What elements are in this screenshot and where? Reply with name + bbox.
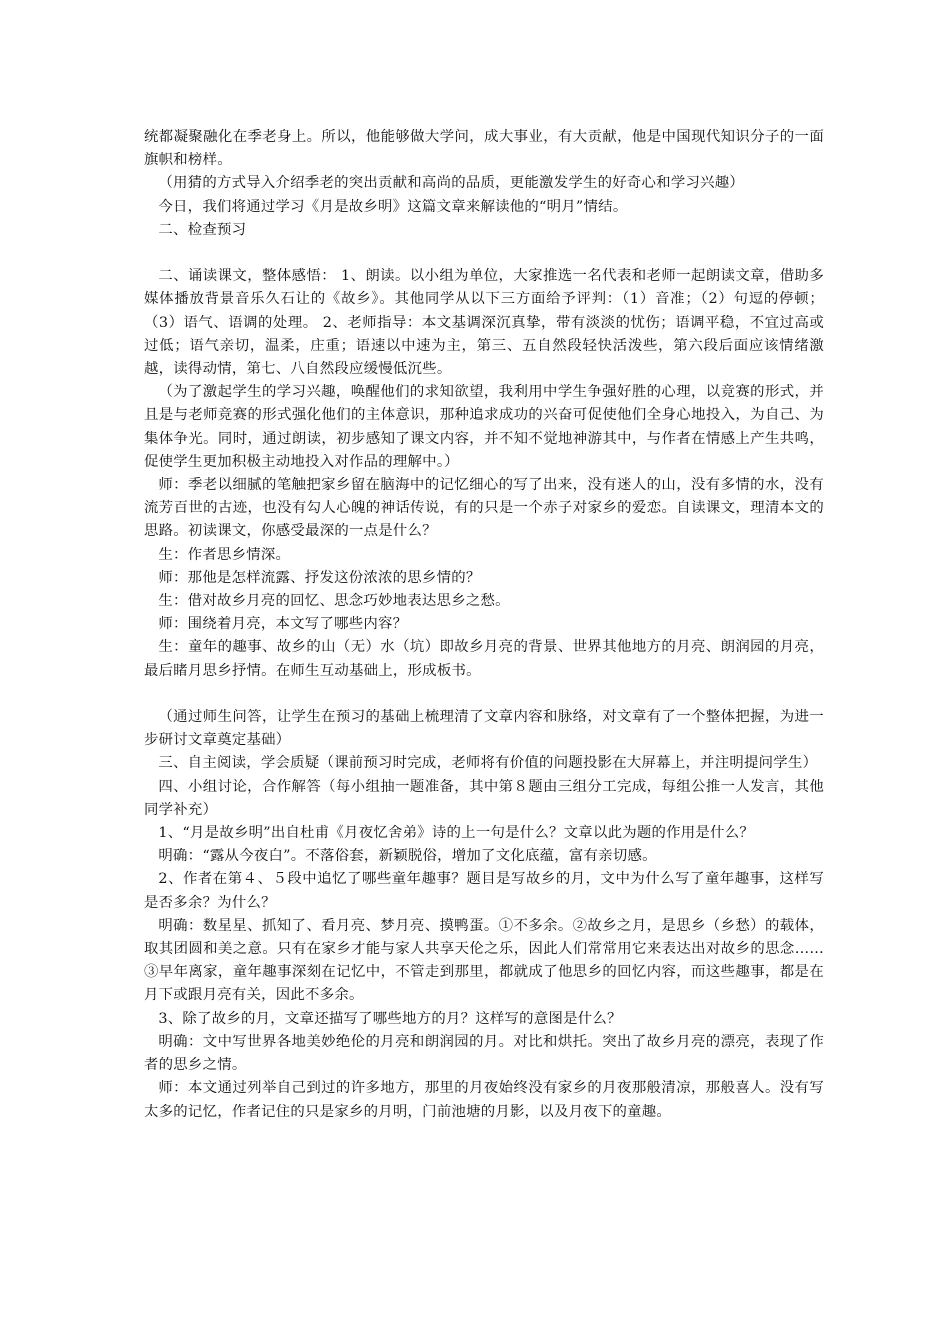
paragraph-teaching-note: （用猜的方式导入介绍季老的突出贡献和高尚的品质，更能激发学生的好奇心和学习兴趣） — [158, 175, 745, 192]
paragraph-student-dialogue: 生：借对故乡月亮的回忆、思念巧妙地表达思乡之愁。 — [158, 593, 510, 610]
document-page — [144, 126, 824, 1124]
question-3: 3、除了故乡的月，文章还描写了哪些地方的月？这样写的意图是什么？ — [158, 1010, 622, 1027]
paragraph-teacher-summary: 师：本文通过列举自己到过的许多地方，那里的月夜始终没有家乡的月夜那般清凉，那般喜人。没有写太多的记忆，作者记住的只是家乡的月明，门前池塘的月影，以及月夜下的童趣。 — [144, 1080, 824, 1120]
paragraph-reading-guidance: 二、诵读课文，整体感悟： 1、朗读。以小组为单位，大家推选一名代表和老师一起朗读文章，借助多媒体播放背景音乐久石让的《故乡》。其他同学从以下三方面给予评判：（1）音准；（2）句逗的停顿；（3）语气、语调的处理。 2、老师指导：本文基调深沉真挚，带有淡淡的忧伤；语调平稳，不宜过高或过低；语气亲切，温柔，庄重；语速以中速为主，第三、五自然段轻快活泼些，第六段后面应该情绪激越，读得动情，第七、八自然段应缓慢低沉些。 — [144, 268, 824, 378]
paragraph-student-dialogue: 生：童年的趣事、故乡的山（无）水（坑）即故乡月亮的背景、世界其他地方的月亮、朗润园的月亮，最后睹月思乡抒情。在师生互动基础上，形成板书。 — [144, 639, 824, 679]
paragraph-teacher-dialogue: 师：围绕着月亮，本文写了哪些内容？ — [158, 616, 408, 633]
section-heading-group-discussion: 四、小组讨论，合作解答（每小组抽一题准备，其中第８题由三组分工完成，每组公推一人发言，其他同学补充） — [144, 778, 824, 818]
question-1: 1、“月是故乡明”出自杜甫《月夜忆舍弟》诗的上一句是什么？文章以此为题的作用是什么？ — [158, 825, 754, 842]
paragraph-teacher-dialogue: 师：那他是怎样流露、抒发这份浓浓的思乡情的？ — [158, 569, 481, 586]
answer-2: 明确：数星星、抓知了、看月亮、梦月亮、摸鸭蛋。①不多余。②故乡之月，是思乡（乡愁）的载体，取其团圆和美之意。只有在家乡才能与家人共享天伦之乐，因此人们常常用它来表达出对故乡的思念……③早年离家，童年趣事深刻在记忆中，不管走到那里，都就成了他思乡的回忆内容，而这些趣事，都是在月下或跟月亮有关，因此不多余。 — [144, 917, 824, 1004]
section-heading-self-reading: 三、自主阅读，学会质疑（课前预习时完成，老师将有价值的问题投影在大屏幕上，并注明提问学生） — [158, 755, 818, 772]
paragraph-student-dialogue: 生：作者思乡情深。 — [158, 546, 291, 563]
blank-line — [144, 242, 824, 265]
section-heading-preview-check: 二、检查预习 — [158, 221, 247, 238]
paragraph-teacher-dialogue: 师：季老以细腻的笔触把家乡留在脑海中的记忆细心的写了出来，没有迷人的山，没有多情的水，没有流芳百世的古迹，也没有勾人心魄的神话传说，有的只是一个赤子对家乡的爱恋。自读课文，理清本文的思路。初读课文，你感受最深的一点是什么？ — [144, 477, 824, 540]
blank-line — [144, 683, 824, 706]
paragraph-intro: 今日，我们将通过学习《月是故乡明》这篇文章来解读他的“明月”情结。 — [158, 198, 628, 215]
paragraph-continuation: 统都凝聚融化在季老身上。所以，他能够做大学问，成大事业，有大贡献，他是中国现代知识分子的一面旗帜和榜样。 — [144, 129, 824, 169]
question-2: 2、作者在第４、５段中追忆了哪些童年趣事？题目是写故乡的月，文中为什么写了童年趣事，这样写是否多余？为什么？ — [144, 871, 824, 911]
paragraph-teaching-note: （通过师生问答，让学生在预习的基础上梳理清了文章内容和脉络，对文章有了一个整体把握，为进一步研讨文章奠定基础） — [144, 709, 824, 749]
answer-3: 明确：文中写世界各地美妙绝伦的月亮和朗润园的月。对比和烘托。突出了故乡月亮的漂亮，表现了作者的思乡之情。 — [144, 1033, 824, 1074]
paragraph-teaching-note: （为了激起学生的学习兴趣，唤醒他们的求知欲望，我利用中学生争强好胜的心理，以竞赛的形式，并且是与老师竞赛的形式强化他们的主体意识，那种追求成功的兴奋可促使他们全身心地投入，为自己、为集体争光。同时，通过朗读，初步感知了课文内容，并不知不觉地神游其中，与作者在情感上产生共鸣，促使学生更加积极主动地投入对作品的理解中。） — [144, 384, 824, 470]
answer-1: 明确：“露从今夜白”。不落俗套，新颖脱俗，增加了文化底蕴，富有亲切感。 — [158, 848, 657, 865]
